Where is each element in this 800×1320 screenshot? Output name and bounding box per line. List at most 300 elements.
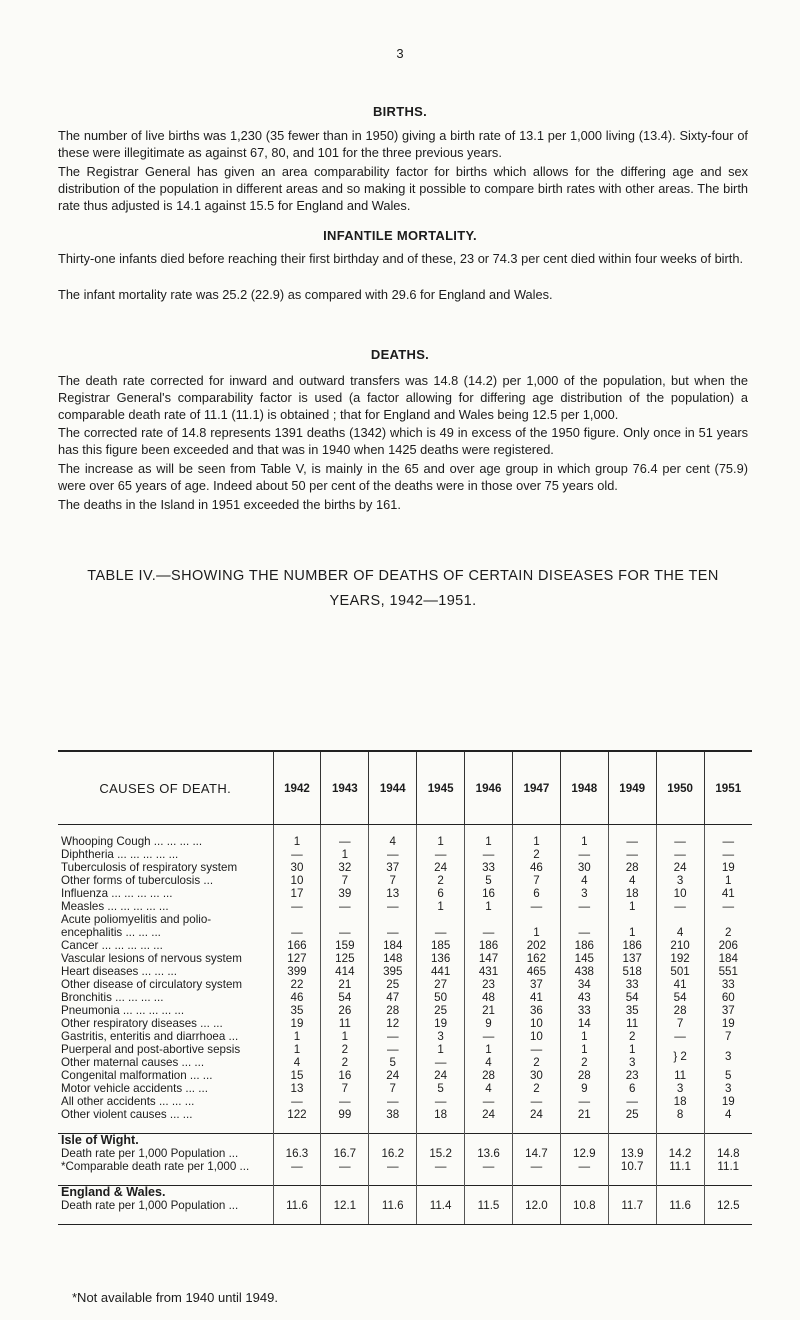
maternal-combined-1950: } 2 bbox=[656, 1043, 704, 1069]
spacer-cell bbox=[417, 1121, 465, 1134]
spacer-cell bbox=[369, 825, 417, 836]
cell-1946: 1 bbox=[465, 1043, 513, 1056]
cell-1942: 15 bbox=[273, 1069, 321, 1082]
cell-1947: 7 bbox=[512, 874, 560, 887]
cell-1951 bbox=[704, 913, 752, 926]
spacer-cell bbox=[369, 1212, 417, 1225]
england-wales-cell-1947: 12.0 bbox=[512, 1199, 560, 1212]
england-wales-cell-1946: 11.5 bbox=[465, 1199, 513, 1212]
cause-label: Other forms of tuberculosis ... bbox=[61, 874, 214, 887]
spacer-cell bbox=[417, 1186, 465, 1200]
cause-label: encephalitis ... ... ... bbox=[61, 926, 161, 939]
spacer-cell bbox=[704, 1173, 752, 1186]
cell-1943: 32 bbox=[321, 861, 369, 874]
cell-1944: — bbox=[369, 926, 417, 939]
isle-of-wight-row bbox=[58, 1160, 752, 1173]
cell-1949: 18 bbox=[608, 887, 656, 900]
cell-1950: 3 bbox=[656, 1082, 704, 1095]
cell-1943: 39 bbox=[321, 887, 369, 900]
cell-1942: — bbox=[273, 900, 321, 913]
table-row bbox=[58, 978, 752, 991]
cell-1946: — bbox=[465, 926, 513, 939]
cell-1944: — bbox=[369, 1095, 417, 1108]
cell-1946: 24 bbox=[465, 1108, 513, 1121]
table-row bbox=[58, 1108, 752, 1121]
spacer-cell bbox=[465, 1173, 513, 1186]
cell-1951: 2 bbox=[704, 926, 752, 939]
cell-1948: 1 bbox=[560, 1043, 608, 1056]
cause-label: Acute poliomyelitis and polio- bbox=[61, 913, 212, 926]
spacer-cell bbox=[608, 1121, 656, 1134]
cell-1943: — bbox=[321, 900, 369, 913]
spacer-cell bbox=[704, 1134, 752, 1148]
cell-1945: 25 bbox=[417, 1004, 465, 1017]
cell-1943: 414 bbox=[321, 965, 369, 978]
isle-of-wight-cell-1949: 10.7 bbox=[608, 1160, 656, 1173]
spacer-cell bbox=[273, 825, 321, 836]
table-spacer-row bbox=[58, 1212, 752, 1225]
cell-1949: 54 bbox=[608, 991, 656, 1004]
cell-1947: — bbox=[512, 900, 560, 913]
isle-of-wight-cell-1950: 14.2 bbox=[656, 1147, 704, 1160]
cell-1947: 30 bbox=[512, 1069, 560, 1082]
cell-1945: — bbox=[417, 848, 465, 861]
spacer-cell bbox=[321, 1173, 369, 1186]
table-row bbox=[58, 1043, 752, 1056]
cell-1947: — bbox=[512, 1095, 560, 1108]
cell-1944: — bbox=[369, 848, 417, 861]
spacer-cell bbox=[560, 1121, 608, 1134]
cell-1946: 28 bbox=[465, 1069, 513, 1082]
cell-1942: 399 bbox=[273, 965, 321, 978]
cell-1944: 395 bbox=[369, 965, 417, 978]
cause-label: Pneumonia ... ... ... ... ... bbox=[61, 1004, 185, 1017]
spacer-cell bbox=[465, 1121, 513, 1134]
cell-1943: 21 bbox=[321, 978, 369, 991]
cell-1945: 6 bbox=[417, 887, 465, 900]
cell-1942: 166 bbox=[273, 939, 321, 952]
cell-1946: 1 bbox=[465, 900, 513, 913]
spacer-cell bbox=[465, 1134, 513, 1148]
isle-of-wight-cell-1947: — bbox=[512, 1160, 560, 1173]
spacer-cell bbox=[321, 1186, 369, 1200]
isle-of-wight-label: *Comparable death rate per 1,000 ... bbox=[61, 1160, 250, 1173]
spacer-cell bbox=[704, 1212, 752, 1225]
cell-1944: 12 bbox=[369, 1017, 417, 1030]
cell-1942: 1 bbox=[273, 1043, 321, 1056]
cell-1950: — bbox=[656, 835, 704, 848]
cell-1951: 184 bbox=[704, 952, 752, 965]
spacer-cell bbox=[512, 1173, 560, 1186]
infantile-paragraph-1: Thirty-one infants died before reaching their first birthday and of these, 23 or 74.3 per cent died within four weeks of birth. bbox=[58, 251, 744, 266]
cause-label: All other accidents ... ... ... bbox=[61, 1095, 195, 1108]
cell-1950: 7 bbox=[656, 1017, 704, 1030]
cell-1946: 186 bbox=[465, 939, 513, 952]
births-paragraph-2: The Registrar General has given an area comparability factor for births which allows for the differing age and sex distribution of the population in different areas and so making it possible to compare birth rates with other areas. The birth rate thus adjusted is 14.1 against 15.5 for England and Wales. bbox=[58, 164, 748, 213]
cell-1948: 28 bbox=[560, 1069, 608, 1082]
cell-1944: — bbox=[369, 900, 417, 913]
cell-1949: 1 bbox=[608, 1043, 656, 1056]
cell-1950: 11 bbox=[656, 1069, 704, 1082]
cell-1949: 1 bbox=[608, 900, 656, 913]
deaths-table bbox=[58, 750, 752, 1225]
cell-1942: 1 bbox=[273, 1030, 321, 1043]
cell-1948: 1 bbox=[560, 835, 608, 848]
cell-1948: 4 bbox=[560, 874, 608, 887]
england-wales-heading-row bbox=[58, 1186, 752, 1200]
cell-1943: — bbox=[321, 1095, 369, 1108]
cell-1951: 37 bbox=[704, 1004, 752, 1017]
header-year-1947: 1947 bbox=[512, 751, 560, 825]
header-year-1950: 1950 bbox=[656, 751, 704, 825]
cell-1951: — bbox=[704, 900, 752, 913]
england-wales-cell-1949: 11.7 bbox=[608, 1199, 656, 1212]
cell-1950: 210 bbox=[656, 939, 704, 952]
cell-1948: 14 bbox=[560, 1017, 608, 1030]
spacer-cell bbox=[656, 1212, 704, 1225]
cell-1948: — bbox=[560, 1095, 608, 1108]
england-wales-row bbox=[58, 1199, 752, 1212]
cell-1947: 2 bbox=[512, 1056, 560, 1069]
cell-1944 bbox=[369, 913, 417, 926]
table-title-line-1: TABLE IV.—SHOWING THE NUMBER OF DEATHS OF CERTAIN DISEASES FOR THE TEN bbox=[87, 568, 719, 584]
cell-1942: — bbox=[273, 848, 321, 861]
spacer-cell bbox=[704, 1121, 752, 1134]
spacer-cell bbox=[512, 1186, 560, 1200]
cell-1950: 192 bbox=[656, 952, 704, 965]
cell-1944: 38 bbox=[369, 1108, 417, 1121]
cell-1943: 11 bbox=[321, 1017, 369, 1030]
cell-1948 bbox=[560, 913, 608, 926]
isle-of-wight-cell-1949: 13.9 bbox=[608, 1147, 656, 1160]
cell-1946: 21 bbox=[465, 1004, 513, 1017]
cause-label: Heart diseases ... ... ... bbox=[61, 965, 177, 978]
england-wales-cell-1942: 11.6 bbox=[273, 1199, 321, 1212]
cell-1942: — bbox=[273, 926, 321, 939]
cell-1948: 9 bbox=[560, 1082, 608, 1095]
table-row bbox=[58, 1030, 752, 1043]
cell-1942: 35 bbox=[273, 1004, 321, 1017]
births-paragraph-1: The number of live births was 1,230 (35 fewer than in 1950) giving a birth rate of 13.1 per 1,000 living (13.4). Sixty-four of these were illegitimate as against 67, 80, and 101 for the three previous years. bbox=[58, 128, 748, 160]
cell-1944: — bbox=[369, 1030, 417, 1043]
cell-1943: 1 bbox=[321, 1030, 369, 1043]
cause-label: Vascular lesions of nervous system bbox=[61, 952, 242, 965]
cell-1949: 3 bbox=[608, 1056, 656, 1069]
cell-1948: 145 bbox=[560, 952, 608, 965]
cell-1946: 48 bbox=[465, 991, 513, 1004]
england-wales-cell-1950: 11.6 bbox=[656, 1199, 704, 1212]
cell-1945: 1 bbox=[417, 1043, 465, 1056]
header-year-1944: 1944 bbox=[369, 751, 417, 825]
cell-1948: — bbox=[560, 900, 608, 913]
cell-1942: 13 bbox=[273, 1082, 321, 1095]
cause-label: Measles ... ... ... ... ... bbox=[61, 900, 169, 913]
header-year-1948: 1948 bbox=[560, 751, 608, 825]
cell-1942: 1 bbox=[273, 835, 321, 848]
cause-label: Other respiratory diseases ... ... bbox=[61, 1017, 223, 1030]
spacer-cell bbox=[560, 1134, 608, 1148]
isle-of-wight-cell-1943: 16.7 bbox=[321, 1147, 369, 1160]
cell-1944: 25 bbox=[369, 978, 417, 991]
spacer-cell bbox=[656, 1121, 704, 1134]
cell-1947: 41 bbox=[512, 991, 560, 1004]
cell-1944: 5 bbox=[369, 1056, 417, 1069]
isle-of-wight-cell-1951: 14.8 bbox=[704, 1147, 752, 1160]
cell-1951: 7 bbox=[704, 1030, 752, 1043]
isle-of-wight-cell-1948: — bbox=[560, 1160, 608, 1173]
cause-label: Other maternal causes ... ... bbox=[61, 1056, 205, 1069]
deaths-paragraph-1: The death rate corrected for inward and outward transfers was 14.8 (14.2) per 1,000 of the population, but when the Registrar General's comparability factor is used (a factor allowing for differing age distribution of the population) a comparable death rate of 11.1 (11.1) is obtained ; that for England and Wales being 12.5 per 1,000. bbox=[58, 373, 748, 422]
cell-1949: 25 bbox=[608, 1108, 656, 1121]
cell-1949: 186 bbox=[608, 939, 656, 952]
isle-of-wight-cell-1950: 11.1 bbox=[656, 1160, 704, 1173]
table-row bbox=[58, 991, 752, 1004]
cell-1945: 24 bbox=[417, 861, 465, 874]
table-row bbox=[58, 848, 752, 861]
cell-1948: 3 bbox=[560, 887, 608, 900]
deaths-table-container bbox=[58, 750, 752, 1225]
spacer-cell bbox=[58, 1121, 273, 1134]
cell-1948: 34 bbox=[560, 978, 608, 991]
cell-1950: 24 bbox=[656, 861, 704, 874]
deaths-paragraph-4: The deaths in the Island in 1951 exceeded the births by 161. bbox=[58, 497, 401, 512]
cell-1942: 127 bbox=[273, 952, 321, 965]
spacer-cell bbox=[656, 1173, 704, 1186]
spacer-cell bbox=[273, 1173, 321, 1186]
spacer-cell bbox=[465, 1212, 513, 1225]
cell-1950 bbox=[656, 913, 704, 926]
maternal-combined-1951: 3 bbox=[704, 1043, 752, 1069]
cell-1945: 1 bbox=[417, 900, 465, 913]
cell-1951: 19 bbox=[704, 1095, 752, 1108]
cell-1951: 19 bbox=[704, 861, 752, 874]
spacer-cell bbox=[369, 1121, 417, 1134]
cell-1951: 551 bbox=[704, 965, 752, 978]
cell-1946: — bbox=[465, 848, 513, 861]
spacer-cell bbox=[321, 1134, 369, 1148]
cell-1942: 22 bbox=[273, 978, 321, 991]
cell-1949: 137 bbox=[608, 952, 656, 965]
cell-1947: 202 bbox=[512, 939, 560, 952]
cell-1949: 28 bbox=[608, 861, 656, 874]
cell-1947 bbox=[512, 913, 560, 926]
cell-1951: 60 bbox=[704, 991, 752, 1004]
cause-label: Cancer ... ... ... ... ... bbox=[61, 939, 163, 952]
spacer-cell bbox=[512, 1212, 560, 1225]
infantile-paragraph-2: The infant mortality rate was 25.2 (22.9) as compared with 29.6 for England and Wales. bbox=[58, 287, 553, 302]
isle-of-wight-heading-row bbox=[58, 1134, 752, 1148]
spacer-cell bbox=[417, 1212, 465, 1225]
spacer-cell bbox=[321, 1121, 369, 1134]
header-year-1943: 1943 bbox=[321, 751, 369, 825]
cell-1943: 54 bbox=[321, 991, 369, 1004]
table-row bbox=[58, 1004, 752, 1017]
cell-1950: 10 bbox=[656, 887, 704, 900]
spacer-cell bbox=[273, 1212, 321, 1225]
isle-of-wight-cell-1948: 12.9 bbox=[560, 1147, 608, 1160]
cell-1947: 10 bbox=[512, 1017, 560, 1030]
table-title-line-2: YEARS, 1942—1951. bbox=[329, 593, 477, 609]
cell-1943: 7 bbox=[321, 874, 369, 887]
page-number: 3 bbox=[396, 46, 404, 61]
table-spacer-row bbox=[58, 1121, 752, 1134]
cell-1942: 10 bbox=[273, 874, 321, 887]
cell-1951: 41 bbox=[704, 887, 752, 900]
isle-of-wight-cell-1947: 14.7 bbox=[512, 1147, 560, 1160]
spacer-cell bbox=[321, 825, 369, 836]
spacer-cell bbox=[369, 1173, 417, 1186]
isle-of-wight-cell-1945: 15.2 bbox=[417, 1147, 465, 1160]
cell-1949 bbox=[608, 913, 656, 926]
table-row bbox=[58, 1095, 752, 1108]
spacer-cell bbox=[656, 1134, 704, 1148]
spacer-cell bbox=[560, 1186, 608, 1200]
cell-1943: 7 bbox=[321, 1082, 369, 1095]
cell-1942: 4 bbox=[273, 1056, 321, 1069]
cell-1949: — bbox=[608, 1095, 656, 1108]
table-row bbox=[58, 1082, 752, 1095]
cause-label: Motor vehicle accidents ... ... bbox=[61, 1082, 208, 1095]
cell-1949: 35 bbox=[608, 1004, 656, 1017]
cell-1948: 186 bbox=[560, 939, 608, 952]
cell-1948: 1 bbox=[560, 1030, 608, 1043]
cell-1945: 18 bbox=[417, 1108, 465, 1121]
cell-1942: 122 bbox=[273, 1108, 321, 1121]
cell-1943: 159 bbox=[321, 939, 369, 952]
table-row bbox=[58, 913, 752, 926]
england-wales-cell-1944: 11.6 bbox=[369, 1199, 417, 1212]
isle-of-wight-cell-1942: 16.3 bbox=[273, 1147, 321, 1160]
spacer-cell bbox=[321, 1212, 369, 1225]
cell-1944: 37 bbox=[369, 861, 417, 874]
table-body bbox=[58, 825, 752, 1225]
spacer-cell bbox=[608, 825, 656, 836]
cell-1946: — bbox=[465, 1030, 513, 1043]
cell-1951: 4 bbox=[704, 1108, 752, 1121]
cell-1950: 4 bbox=[656, 926, 704, 939]
isle-of-wight-cell-1943: — bbox=[321, 1160, 369, 1173]
cell-1947: 1 bbox=[512, 835, 560, 848]
cell-1948: 21 bbox=[560, 1108, 608, 1121]
england-wales-cell-1948: 10.8 bbox=[560, 1199, 608, 1212]
spacer-cell bbox=[608, 1134, 656, 1148]
cell-1950: 8 bbox=[656, 1108, 704, 1121]
cell-1945: 1 bbox=[417, 835, 465, 848]
table-row bbox=[58, 835, 752, 848]
spacer-cell bbox=[417, 1134, 465, 1148]
table-row bbox=[58, 861, 752, 874]
cell-1944: 184 bbox=[369, 939, 417, 952]
cause-label: Congenital malformation ... ... bbox=[61, 1069, 213, 1082]
table-spacer-row bbox=[58, 825, 752, 836]
deaths-heading: DEATHS. bbox=[370, 347, 430, 362]
cause-label: Other violent causes ... ... bbox=[61, 1108, 193, 1121]
cell-1947: 24 bbox=[512, 1108, 560, 1121]
cause-label: Bronchitis ... ... ... ... bbox=[61, 991, 164, 1004]
isle-of-wight-cell-1945: — bbox=[417, 1160, 465, 1173]
cell-1943 bbox=[321, 913, 369, 926]
table-row bbox=[58, 926, 752, 939]
cell-1943: — bbox=[321, 835, 369, 848]
spacer-cell bbox=[465, 825, 513, 836]
cell-1951: — bbox=[704, 835, 752, 848]
spacer-cell bbox=[512, 1121, 560, 1134]
cell-1945: 136 bbox=[417, 952, 465, 965]
spacer-cell bbox=[560, 1173, 608, 1186]
spacer-cell bbox=[273, 1134, 321, 1148]
births-heading: BIRTHS. bbox=[372, 104, 428, 119]
cell-1951: 206 bbox=[704, 939, 752, 952]
cell-1947: 2 bbox=[512, 1082, 560, 1095]
cell-1948: — bbox=[560, 926, 608, 939]
cell-1949: — bbox=[608, 848, 656, 861]
table-row bbox=[58, 1069, 752, 1082]
cell-1947: 46 bbox=[512, 861, 560, 874]
cell-1946: 4 bbox=[465, 1056, 513, 1069]
cell-1949: 11 bbox=[608, 1017, 656, 1030]
cell-1946 bbox=[465, 913, 513, 926]
england-wales-cell-1951: 12.5 bbox=[704, 1199, 752, 1212]
cell-1947: 10 bbox=[512, 1030, 560, 1043]
cell-1949: 2 bbox=[608, 1030, 656, 1043]
cause-label: Influenza ... ... ... ... ... bbox=[61, 887, 173, 900]
header-year-1949: 1949 bbox=[608, 751, 656, 825]
spacer-cell bbox=[273, 1186, 321, 1200]
cause-label: Diphtheria ... ... ... ... ... bbox=[61, 848, 179, 861]
cell-1949: 4 bbox=[608, 874, 656, 887]
spacer-cell bbox=[704, 825, 752, 836]
spacer-cell bbox=[560, 825, 608, 836]
spacer-cell bbox=[608, 1212, 656, 1225]
cell-1946: 1 bbox=[465, 835, 513, 848]
cell-1943: 1 bbox=[321, 848, 369, 861]
spacer-cell bbox=[58, 825, 273, 836]
spacer-cell bbox=[512, 1134, 560, 1148]
table-row bbox=[58, 952, 752, 965]
header-causes: CAUSES OF DEATH. bbox=[58, 751, 273, 825]
header-year-1942: 1942 bbox=[273, 751, 321, 825]
cell-1944: 148 bbox=[369, 952, 417, 965]
table-header-row bbox=[58, 751, 752, 825]
isle-of-wight-cell-1944: 16.2 bbox=[369, 1147, 417, 1160]
cell-1944: 4 bbox=[369, 835, 417, 848]
table-row bbox=[58, 1017, 752, 1030]
cell-1948: 43 bbox=[560, 991, 608, 1004]
spacer-cell bbox=[369, 1186, 417, 1200]
isle-of-wight-heading: Isle of Wight. bbox=[58, 1134, 273, 1148]
cause-label: Gastritis, enteritis and diarrhoea ... bbox=[61, 1030, 239, 1043]
table-row bbox=[58, 939, 752, 952]
cell-1946: 9 bbox=[465, 1017, 513, 1030]
cell-1944: 13 bbox=[369, 887, 417, 900]
cell-1948: 33 bbox=[560, 1004, 608, 1017]
cell-1944: 28 bbox=[369, 1004, 417, 1017]
cell-1951: 1 bbox=[704, 874, 752, 887]
cause-label: Tuberculosis of respiratory system bbox=[61, 861, 238, 874]
cell-1942 bbox=[273, 913, 321, 926]
isle-of-wight-cell-1946: 13.6 bbox=[465, 1147, 513, 1160]
cell-1950: — bbox=[656, 848, 704, 861]
cell-1950: — bbox=[656, 1030, 704, 1043]
cell-1947: 162 bbox=[512, 952, 560, 965]
cell-1949: — bbox=[608, 835, 656, 848]
spacer-cell bbox=[512, 825, 560, 836]
cell-1943: 2 bbox=[321, 1056, 369, 1069]
cell-1947: 37 bbox=[512, 978, 560, 991]
cell-1945: 5 bbox=[417, 1082, 465, 1095]
cell-1942: 46 bbox=[273, 991, 321, 1004]
england-wales-cell-1943: 12.1 bbox=[321, 1199, 369, 1212]
